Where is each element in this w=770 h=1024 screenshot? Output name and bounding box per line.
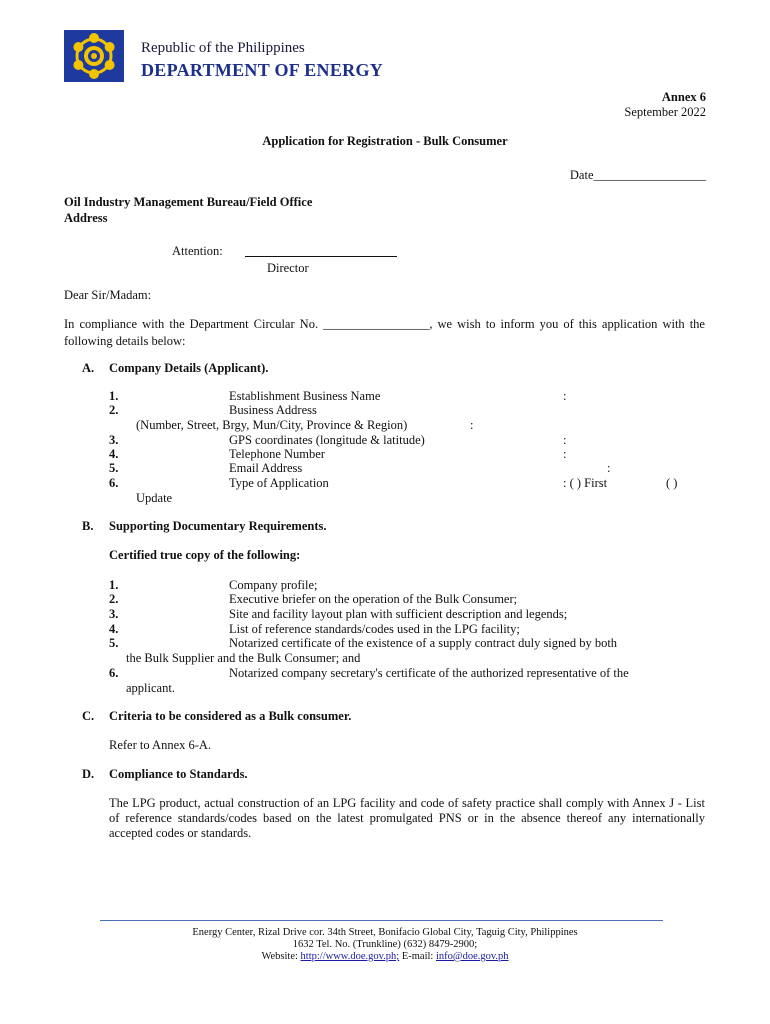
item-label: GPS coordinates (longitude & latitude) bbox=[229, 433, 425, 447]
list-item bbox=[0, 666, 770, 681]
list-item bbox=[0, 578, 770, 593]
footer-phone: 1632 Tel. No. (Trunkline) (632) 8479-2900; bbox=[292, 939, 478, 950]
email-label: E-mail: bbox=[401, 951, 434, 962]
list-item bbox=[0, 447, 770, 462]
section-c-title: Criteria to be considered as a Bulk consumer. bbox=[109, 709, 352, 723]
section-c-body: Refer to Annex 6-A. bbox=[109, 738, 212, 752]
list-item bbox=[0, 476, 770, 491]
section-d-title: Compliance to Standards. bbox=[109, 767, 248, 781]
item-colon: : bbox=[470, 418, 474, 432]
footer-divider bbox=[100, 920, 663, 921]
attention-role: Director bbox=[267, 261, 309, 275]
section-c-letter: C. bbox=[82, 709, 95, 723]
first-checkbox: : ( ) First bbox=[563, 476, 608, 490]
list-item bbox=[0, 389, 770, 404]
item-number: 4. bbox=[109, 447, 119, 461]
website-link[interactable]: http://www.doe.gov.ph; bbox=[300, 951, 400, 962]
item-text: Notarized certificate of the existence of a supply contract duly signed by both bbox=[229, 636, 618, 650]
attention-label: Attention: bbox=[172, 244, 223, 258]
addressee-line2: Address bbox=[64, 211, 108, 225]
footer-contacts bbox=[0, 951, 770, 963]
item-colon: : bbox=[607, 461, 611, 475]
item-text: Executive briefer on the operation of the Bulk Consumer; bbox=[229, 592, 518, 606]
list-item bbox=[0, 461, 770, 476]
update-checkbox: ( ) bbox=[666, 476, 678, 490]
item-label: Email Address bbox=[229, 461, 303, 475]
item-label: Establishment Business Name bbox=[229, 389, 381, 403]
list-item bbox=[0, 418, 770, 433]
item-number: 4. bbox=[109, 622, 119, 636]
salutation: Dear Sir/Madam: bbox=[64, 288, 152, 302]
item-number: 6. bbox=[109, 476, 119, 490]
intro-paragraph: In compliance with the Department Circular No. _________________, we wish to inform you of this application with the following details below: bbox=[64, 317, 705, 348]
item-colon: : bbox=[563, 447, 567, 461]
annex-date: September 2022 bbox=[624, 105, 706, 119]
section-d-letter: D. bbox=[82, 767, 95, 781]
header-department: DEPARTMENT OF ENERGY bbox=[141, 60, 384, 80]
item-number: 3. bbox=[109, 433, 119, 447]
item-colon: : bbox=[563, 389, 567, 403]
item-text: Notarized company secretary's certificate of the authorized representative of the bbox=[229, 666, 629, 680]
item-colon: : bbox=[563, 433, 567, 447]
section-a-title: Company Details (Applicant). bbox=[109, 361, 269, 375]
list-item bbox=[0, 681, 770, 696]
list-item bbox=[0, 607, 770, 622]
list-item bbox=[0, 622, 770, 637]
item-text: applicant. bbox=[126, 681, 175, 695]
item-text: the Bulk Supplier and the Bulk Consumer; and bbox=[126, 651, 361, 665]
header-republic: Republic of the Philippines bbox=[141, 40, 305, 56]
addressee-line1: Oil Industry Management Bureau/Field Office bbox=[64, 195, 313, 209]
section-b-title: Supporting Documentary Requirements. bbox=[109, 519, 327, 533]
doe-logo bbox=[64, 30, 124, 82]
item-label: Telephone Number bbox=[229, 447, 325, 461]
section-b-subtitle: Certified true copy of the following: bbox=[109, 548, 301, 562]
list-item bbox=[0, 433, 770, 448]
website-label: Website: bbox=[261, 951, 298, 962]
item-number: 1. bbox=[109, 389, 119, 403]
item-number: 5. bbox=[109, 461, 119, 475]
email-link[interactable]: info@doe.gov.ph bbox=[435, 951, 509, 962]
item-number: 1. bbox=[109, 578, 119, 592]
item-label: Type of Application bbox=[229, 476, 329, 490]
footer-address: Energy Center, Rizal Drive cor. 34th Street, Bonifacio Global City, Taguig City, Philippines bbox=[192, 927, 578, 938]
item-number: 2. bbox=[109, 592, 119, 606]
update-label: Update bbox=[136, 491, 173, 505]
item-number: 6. bbox=[109, 666, 119, 680]
item-text: List of reference standards/codes used in the LPG facility; bbox=[229, 622, 520, 636]
item-number: 2. bbox=[109, 403, 119, 417]
section-a-letter: A. bbox=[82, 361, 95, 375]
date-line: Date__________________ bbox=[569, 168, 706, 182]
section-d-body: The LPG product, actual construction of an LPG facility and code of safety practice shall comply with Annex J - List of reference standards/codes based on the latest promulgated PNS or in the absence thereof any internationally accepted codes or standards. bbox=[109, 796, 705, 840]
item-text: Company profile; bbox=[229, 578, 318, 592]
item-label: (Number, Street, Brgy, Mun/City, Province & Region) bbox=[136, 418, 408, 432]
attention-signature-line bbox=[245, 256, 397, 257]
item-text: Site and facility layout plan with sufficient description and legends; bbox=[229, 607, 568, 621]
list-item bbox=[0, 403, 770, 418]
section-b-letter: B. bbox=[82, 519, 94, 533]
list-item bbox=[0, 592, 770, 607]
list-item bbox=[0, 636, 770, 651]
item-number: 5. bbox=[109, 636, 119, 650]
document-title: Application for Registration - Bulk Consumer bbox=[262, 134, 508, 148]
list-item bbox=[0, 651, 770, 666]
annex-label: Annex 6 bbox=[661, 90, 706, 104]
item-label: Business Address bbox=[229, 403, 317, 417]
item-number: 3. bbox=[109, 607, 119, 621]
